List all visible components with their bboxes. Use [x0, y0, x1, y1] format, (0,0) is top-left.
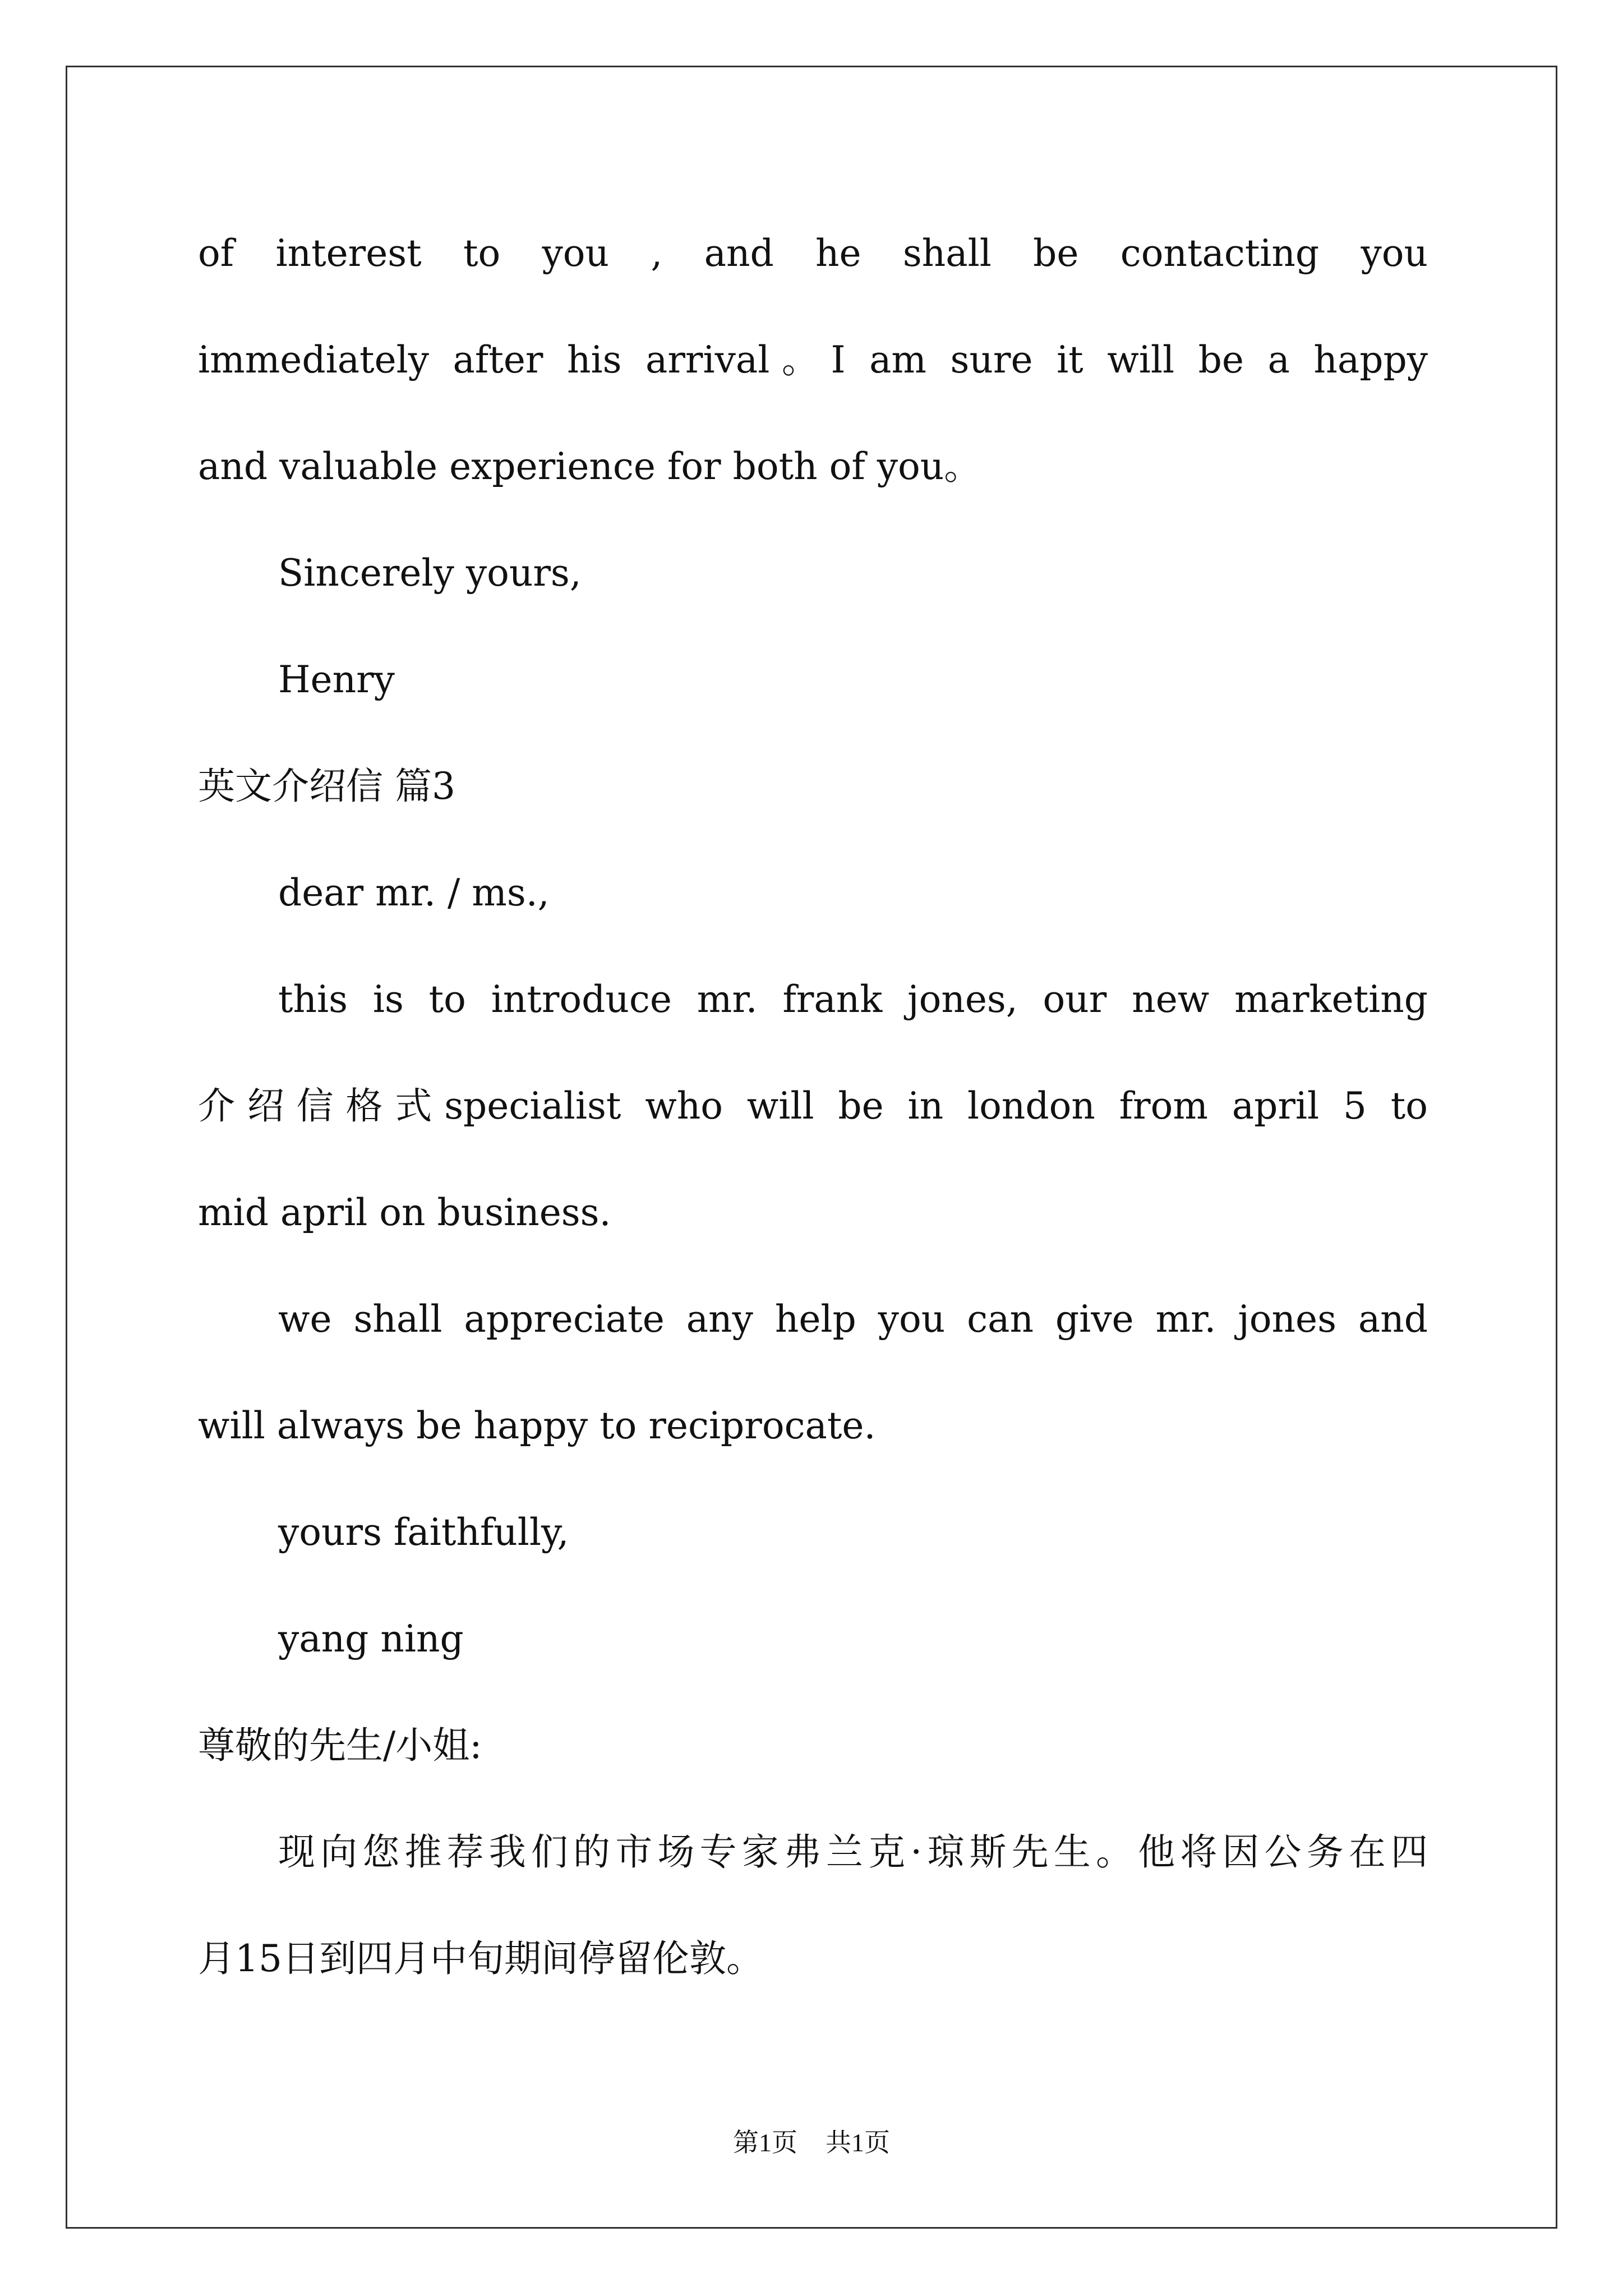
closing-faithfully: yours faithfully,	[278, 1511, 569, 1554]
body-line-10: mid april on business.	[198, 1191, 611, 1234]
body-line-9: 介绍信格式specialist who will be in london from april 5 to	[198, 1084, 1428, 1128]
page-number: 第1页	[733, 2128, 797, 2157]
signature-henry: Henry	[278, 658, 395, 701]
salutation-english: dear mr. / ms.,	[278, 871, 550, 914]
page-total: 共1页	[826, 2128, 890, 2157]
section-heading: 英文介绍信 篇3	[198, 765, 455, 808]
body-line-17: 月15日到四月中旬期间停留伦敦。	[198, 1937, 763, 1980]
body-line-2: immediately after his arrival。I am sure it will be a happy	[198, 338, 1428, 381]
signature-yang-ning: yang ning	[278, 1617, 464, 1660]
body-line-1: of interest to you , and he shall be contacting you	[198, 232, 1428, 275]
page-footer	[0, 2126, 1623, 2160]
body-line-16: 现向您推荐我们的市场专家弗兰克·琼斯先生。他将因公务在四	[278, 1830, 1428, 1874]
body-line-12: will always be happy to reciprocate.	[198, 1404, 876, 1447]
salutation-chinese: 尊敬的先生/小姐:	[198, 1724, 482, 1767]
body-line-3: and valuable experience for both of you。	[198, 445, 981, 488]
body-line-11: we shall appreciate any help you can give mr. jones and	[278, 1297, 1428, 1341]
page-border	[66, 66, 1557, 2229]
body-line-8: this is to introduce mr. frank jones, our new marketing	[278, 978, 1428, 1021]
closing-sincerely: Sincerely yours,	[278, 551, 582, 595]
